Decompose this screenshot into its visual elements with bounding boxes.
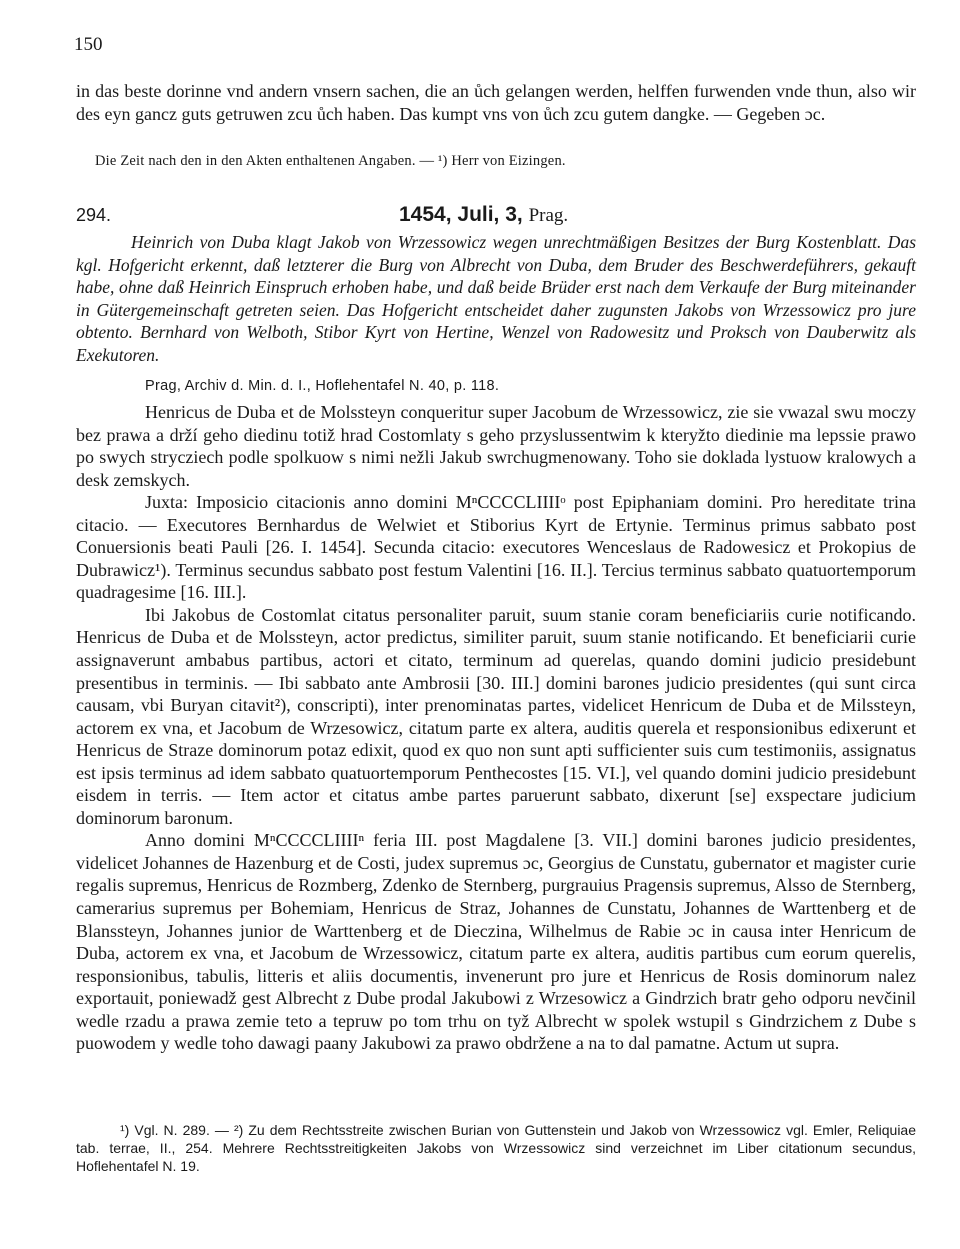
- body-paragraph: Henricus de Duba et de Molssteyn conqueritur super Jacobum de Wrzessowicz, zie sie vwazal swu moczy bez prawa a drží geho diedinu totiž hrad Costomlaty s geho przyslussentwim k kteryžto diedinie ma lepssie prawo po swych strycziech podle spolkuow s nimi nežli Jakub swrchugmenowany. Toho sie doklada lystuow kralowych a desk zemskych.: [76, 402, 916, 490]
- intro-text: in das beste dorinne vnd andern vnsern sachen, die an ůch gelangen werden, helffen furwenden vnde thun, also wir des eyn gancz guts getruwen zcu ůch haben. Das kumpt vns von ůch zcu gutem dangke. — Gegeben ɔc.: [76, 81, 916, 124]
- regest-summary: Heinrich von Duba klagt Jakob von Wrzessowicz wegen unrechtmäßigen Besitzes der Burg Kostenblatt. Das kgl. Hofgericht erkennt, daß letzterer die Burg von Albrecht von Duba, dem Bruder des Beschwerdeführers, gekauft habe, ohne daß Heinrich Einspruch erhoben habe, und daß beide Brüder erst nach dem Verkaufe der Burg miteinander in Gütergemeinschaft getreten seien. Das Hofgericht entscheidet daher zugunsten Jakobs von Wrzessowicz pro jure obtento. Bernhard von Welboth, Stibor Kyrt von Hertine, Wenzel von Radowesitz und Proksch von Dauberwitz als Exekutoren.: [76, 232, 916, 365]
- page-number: 150: [74, 34, 103, 55]
- intro-footnote: Die Zeit nach den in den Akten enthaltenen Angaben. — ¹) Herr von Eizingen.: [95, 153, 566, 169]
- document-date: [399, 203, 568, 227]
- footnote-text: ¹) Vgl. N. 289. — ²) Zu dem Rechtsstreite zwischen Burian von Guttenstein und Jakob von Wrzessowicz vgl. Emler, Reliquiae tab. terrae, II., 254. Mehrere Rechtsstreitigkeiten Jakobs von Wrzessowicz sind verzeichnet im Liber citationum secundus, Hoflehentafel N. 19.: [76, 1122, 916, 1174]
- document-body: [76, 401, 916, 1055]
- document-place: Prag.: [528, 205, 569, 226]
- body-paragraph: Juxta: Imposicio citacionis anno domini MⁿCCCCLIIIIᵒ post Epiphaniam domini. Pro hereditate trina citacio. — Executores Bernhardus de Welwiet et Stiborius Kyrt de Ertynie. Terminus primus sabbato post Conuersionis beati Pauli [26. I. 1454]. Secunda citacio: executores Wenceslaus de Radowesicz et Prokopius de Dubrawicz¹). Terminus secundus sabbato post festum Valentini [16. II.]. Tercius terminus sabbato quatuortemporum quadragesime [16. III.].: [76, 492, 916, 603]
- footnotes: [76, 1121, 916, 1175]
- archive-source: Prag, Archiv d. Min. d. I., Hoflehentafel N. 40, p. 118.: [145, 378, 500, 394]
- document-number: 294.: [76, 205, 112, 225]
- body-paragraph: Ibi Jakobus de Costomlat citatus personaliter paruit, suum stanie coram beneficiariis curie notificando. Henricus de Duba et de Molssteyn, actor predictus, similiter paruit, suum stanie notificando. Et beneficiarii curie assignaverunt ambabus partibus, actori et citato, terminum ad querelas, quando domini judicio presidebunt presentibus in terminis. — Ibi sabbato ante Ambrosii [30. III.] domini barones judicio presidentes (qui sunt circa causam, vbi Buryan citavit²), conscripti), inter prenominatas partes, videlicet Henricum de Duba et de Milssteyn, actorem ex vna, et Jacobum de Wrzesowicz, citatum parte ex altera, auditis querela et responsionibus edixerunt et Henricus de Straze dominorum potaz edixit, quod ex quo non sunt apti sufficienter suis cum testimoniis, assignatus est ipsis terminus ad idem sabbato quatuortemporum Penthecostes [15. VI.], vel quando domini judicio presidebunt eisdem in terris. — Item actor et citatus ambe partes paruerunt sabbato, dixerunt [se] exspectare judicium dominorum baronum.: [76, 604, 916, 828]
- body-paragraph: Anno domini MⁿCCCCLIIIIⁿ feria III. post Magdalene [3. VII.] domini barones judicio presidentes, videlicet Johannes de Hazenburg et de Costi, judex supremus ɔc, Georgius de Cunstatu, gubernator et magister curie regalis supremus, Henricus de Rozmberg, Zdenko de Sternberg, purgrauius Pragensis supremus, Alsso de Sternberg, camerarius supremus per Bohemiam, Henricus de Straz, Johannes de Cunstatu, Johannes de Warttenberg et de Blanssteyn, Johannes junior de Warttenberg et de Dieczina, Wilhelmus de Rabie ɔc in causa inter Henricum de Duba, actorem ex vna, et Jacobum de Wrzessowicz, citatum parte ex altera, auditis partibus cum eorum querelis, responsionibus, tabulis, litteris et aliis documentis, invenerunt pro jure et Henricus de Rosis dominorum nalez exportauit, poniewadž gest Albrecht z Dube prodal Jakubowi z Wrzesowicz a Gindrzich bratr geho odporu nevčinil wedle rzadu a prawa zemie teto a tepruw po tom trhu on tyž Albrecht w spolek wstupil s Gindrzichem z Dube s puowodem y wedle toho dawagi paany Jakubowi za prawo obdržene a na to dal pamatne. Actum ut supra.: [76, 830, 916, 1054]
- document-header: [76, 203, 916, 229]
- date-text: 1454, Juli, 3,: [399, 203, 523, 226]
